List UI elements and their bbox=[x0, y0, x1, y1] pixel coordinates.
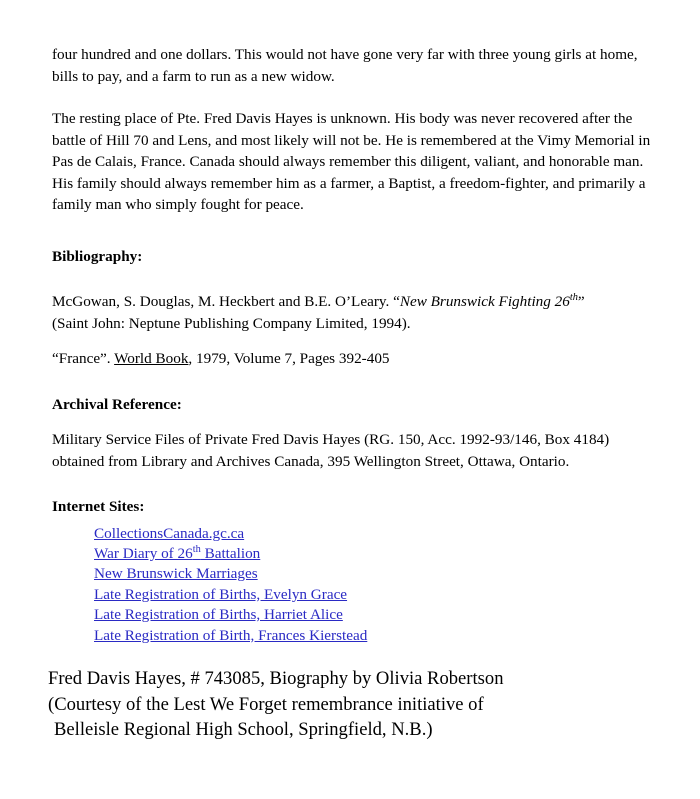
link-late-registration-harriet-alice[interactable]: Late Registration of Births, Harriet Alice bbox=[94, 606, 343, 624]
bibliography-heading: Bibliography: bbox=[52, 247, 143, 265]
list-item bbox=[94, 605, 652, 625]
archival-line-1: Military Service Files of Private Fred Davis Hayes (RG. 150, Acc. 1992-93/146, Box 4184) bbox=[52, 431, 610, 448]
link-text-superscript: th bbox=[192, 543, 201, 555]
archival-heading-spacer bbox=[52, 415, 652, 429]
citation-close-quote: ” bbox=[577, 293, 585, 310]
citation-authors: McGowan, S. Douglas, M. Heckbert and B.E. O’Leary. bbox=[52, 293, 394, 310]
archival-spacer bbox=[52, 370, 652, 394]
link-new-brunswick-marriages[interactable]: New Brunswick Marriages bbox=[94, 565, 258, 583]
section-spacer bbox=[52, 216, 652, 246]
list-item bbox=[94, 524, 652, 544]
list-item bbox=[94, 544, 652, 564]
link-collections-canada[interactable]: CollectionsCanada.gc.ca bbox=[94, 524, 245, 542]
archival-reference-text bbox=[52, 429, 652, 472]
footer-biography-credit: Fred Davis Hayes, # 743085, Biography by Olivia Robertson bbox=[48, 668, 504, 689]
paragraph-resting-place: The resting place of Pte. Fred Davis Hayes is unknown. His body was never recovered after the battle of Hill 70 and Lens, and most likely will not be. He is remembered at the Vimy Memorial in Pas de Calais, France. Canada should always remember this diligent, valiant, and honorable man. His family should always remember him as a farmer, a Baptist, a freedom-fighter, and primarily a family man who simply fought for peace. bbox=[52, 110, 651, 213]
paragraph-widow-finances: four hundred and one dollars. This would not have gone very far with three young girls at home, bills to pay, and a farm to run as a new widow. bbox=[52, 46, 638, 85]
list-item bbox=[94, 626, 652, 646]
link-late-registration-frances-kierstead[interactable]: Late Registration of Birth, Frances Kierstead bbox=[94, 626, 368, 644]
link-late-registration-evelyn-grace[interactable]: Late Registration of Births, Evelyn Grace bbox=[94, 585, 348, 603]
paragraph-spacer bbox=[52, 87, 652, 108]
internet-sites-link-list bbox=[52, 524, 652, 646]
citation-volume-pages: , 1979, Volume 7, Pages 392-405 bbox=[188, 350, 390, 367]
citation-title: New Brunswick Fighting 26 bbox=[399, 293, 570, 310]
archival-reference-heading: Archival Reference: bbox=[52, 395, 182, 413]
citation-source-title: World Book bbox=[114, 350, 189, 367]
link-text-prefix: War Diary of 26 bbox=[94, 544, 193, 562]
bibliography-spacer bbox=[52, 267, 652, 291]
citation-publisher: (Saint John: Neptune Publishing Company Limited, 1994). bbox=[52, 314, 411, 332]
link-war-diary-26th-battalion[interactable] bbox=[94, 544, 260, 564]
list-item bbox=[94, 564, 652, 584]
citation-title-superscript: th bbox=[569, 291, 578, 303]
internet-sites-spacer bbox=[52, 472, 652, 496]
footer-courtesy-line: (Courtesy of the Lest We Forget remembrance initiative of bbox=[48, 693, 484, 715]
list-item bbox=[94, 585, 652, 605]
archival-line-2: obtained from Library and Archives Canada, 395 Wellington Street, Ottawa, Ontario. bbox=[52, 452, 570, 470]
citation-spacer bbox=[52, 334, 652, 348]
citation-open-quote: “ bbox=[393, 293, 400, 310]
document-body bbox=[52, 44, 652, 646]
footer-school-line: Belleisle Regional High School, Springfield, N.B.) bbox=[54, 719, 433, 740]
bibliography-entry-mcgowan bbox=[52, 291, 652, 334]
document-footer bbox=[48, 666, 658, 743]
citation-article-title: “France”. bbox=[52, 350, 115, 367]
internet-sites-heading: Internet Sites: bbox=[52, 498, 145, 515]
bibliography-entry-france bbox=[52, 348, 652, 370]
link-text-suffix: Battalion bbox=[200, 544, 261, 562]
